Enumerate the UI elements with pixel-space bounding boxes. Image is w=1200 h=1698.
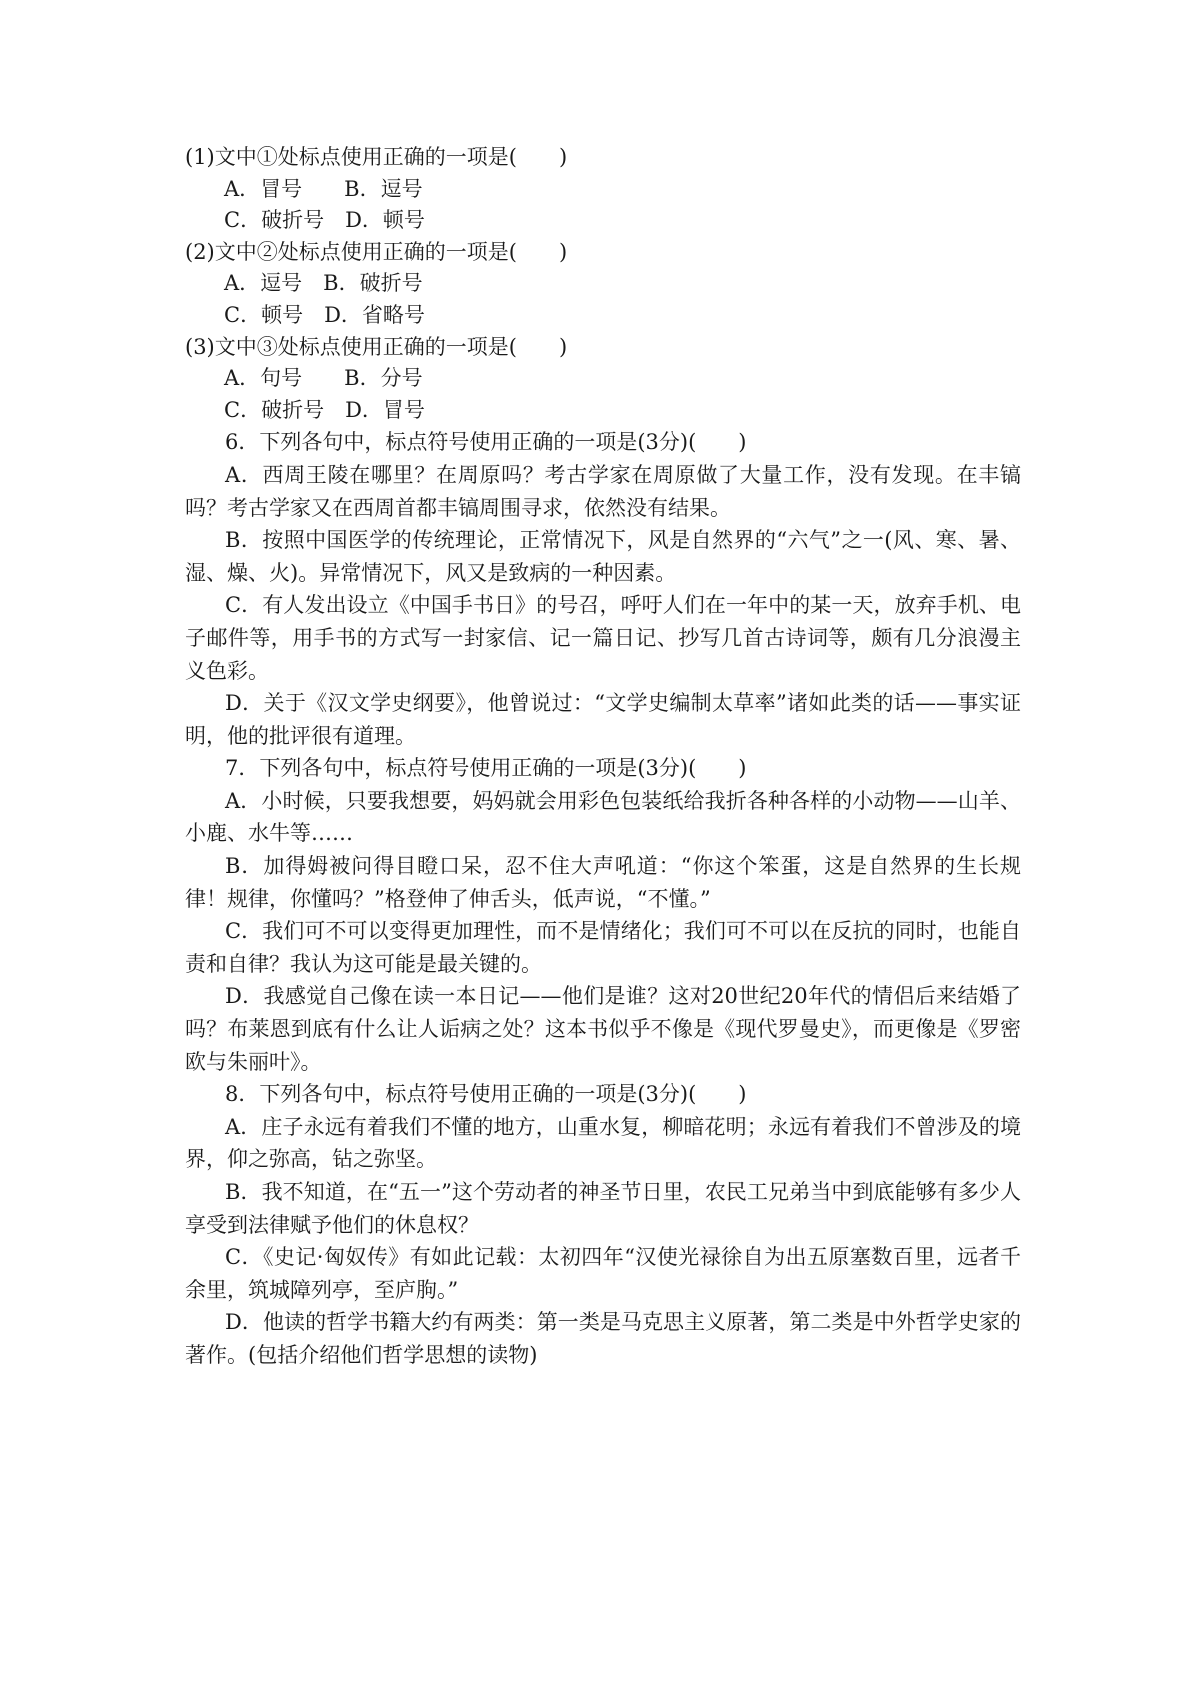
exam-page (185, 142, 1021, 1372)
sub-question-2-options-row-1: A．逗号 B．破折号 (224, 271, 423, 296)
question-6-option-d: D．关于《汉文学史纲要》，他曾说过：“文学史编制太草率”诸如此类的话——事实证明，他的批评很有道理。 (185, 691, 1021, 748)
question-7-option-c: C．我们可不可以变得更加理性，而不是情绪化；我们可不可以在反抗的同时，也能自责和自律？我认为这可能是最关键的。 (185, 919, 1021, 976)
question-7-option-b: B．加得姆被问得目瞪口呆，忍不住大声吼道：“你这个笨蛋，这是自然界的生长规律！规律，你懂吗？”格登伸了伸舌头，低声说，“不懂。” (185, 854, 1021, 911)
sub-question-2-options-row-2: C．顿号 D．省略号 (224, 302, 425, 327)
question-8-option-d: D．他读的哲学书籍大约有两类：第一类是马克思主义原著，第二类是中外哲学史家的著作。(包括介绍他们哲学思想的读物) (185, 1310, 1021, 1367)
sub-question-3-stem: (3)文中③处标点使用正确的一项是( ) (185, 334, 568, 359)
question-7-option-a: A．小时候，只要我想要，妈妈就会用彩色包装纸给我折各种各样的小动物——山羊、小鹿、水牛等…… (185, 788, 1021, 846)
sub-question-1-options-row-1: A．冒号 B．逗号 (224, 176, 423, 201)
question-7-option-d: D．我感觉自己像在读一本日记——他们是谁？这对20世纪20年代的情侣后来结婚了吗？布莱恩到底有什么让人诟病之处？这本书似乎不像是《现代罗曼史》，而更像是《罗密欧与朱丽叶》。 (185, 984, 1021, 1074)
sub-question-1-stem: (1)文中①处标点使用正确的一项是( ) (185, 145, 568, 169)
question-8-option-b: B．我不知道，在“五一”这个劳动者的神圣节日里，农民工兄弟当中到底能够有多少人享受到法律赋予他们的休息权？ (185, 1180, 1021, 1237)
sub-question-2-stem: (2)文中②处标点使用正确的一项是( ) (185, 239, 568, 264)
question-6-stem: 6．下列各句中，标点符号使用正确的一项是(3分)( ) (225, 430, 747, 455)
question-8-stem: 8．下列各句中，标点符号使用正确的一项是(3分)( ) (225, 1082, 747, 1107)
question-7-stem: 7．下列各句中，标点符号使用正确的一项是(3分)( ) (225, 756, 747, 781)
question-6-option-a: A．西周王陵在哪里？在周原吗？考古学家在周原做了大量工作，没有发现。在丰镐吗？考古学家又在西周首都丰镐周围寻求，依然没有结果。 (185, 462, 1021, 520)
question-8-option-c: C．《史记·匈奴传》有如此记载：太初四年“汉使光禄徐自为出五原塞数百里，远者千余里，筑城障列亭，至庐朐。” (185, 1245, 1021, 1302)
sub-question-1-options-row-2: C．破折号 D．顿号 (224, 208, 425, 233)
sub-question-3-options-row-2: C．破折号 D．冒号 (224, 397, 425, 422)
question-6-option-b: B．按照中国医学的传统理论，正常情况下，风是自然界的“六气”之一(风、寒、暑、湿、燥、火)。异常情况下，风又是致病的一种因素。 (185, 528, 1021, 585)
question-8-option-a: A．庄子永远有着我们不懂的地方，山重水复，柳暗花明；永远有着我们不曾涉及的境界，仰之弥高，钻之弥坚。 (185, 1114, 1021, 1172)
sub-question-3-options-row-1: A．句号 B．分号 (224, 366, 423, 391)
question-6-option-c: C．有人发出设立《中国手书日》的号召，呼吁人们在一年中的某一天，放弃手机、电子邮件等，用手书的方式写一封家信、记一篇日记、抄写几首古诗词等，颇有几分浪漫主义色彩。 (185, 593, 1021, 683)
